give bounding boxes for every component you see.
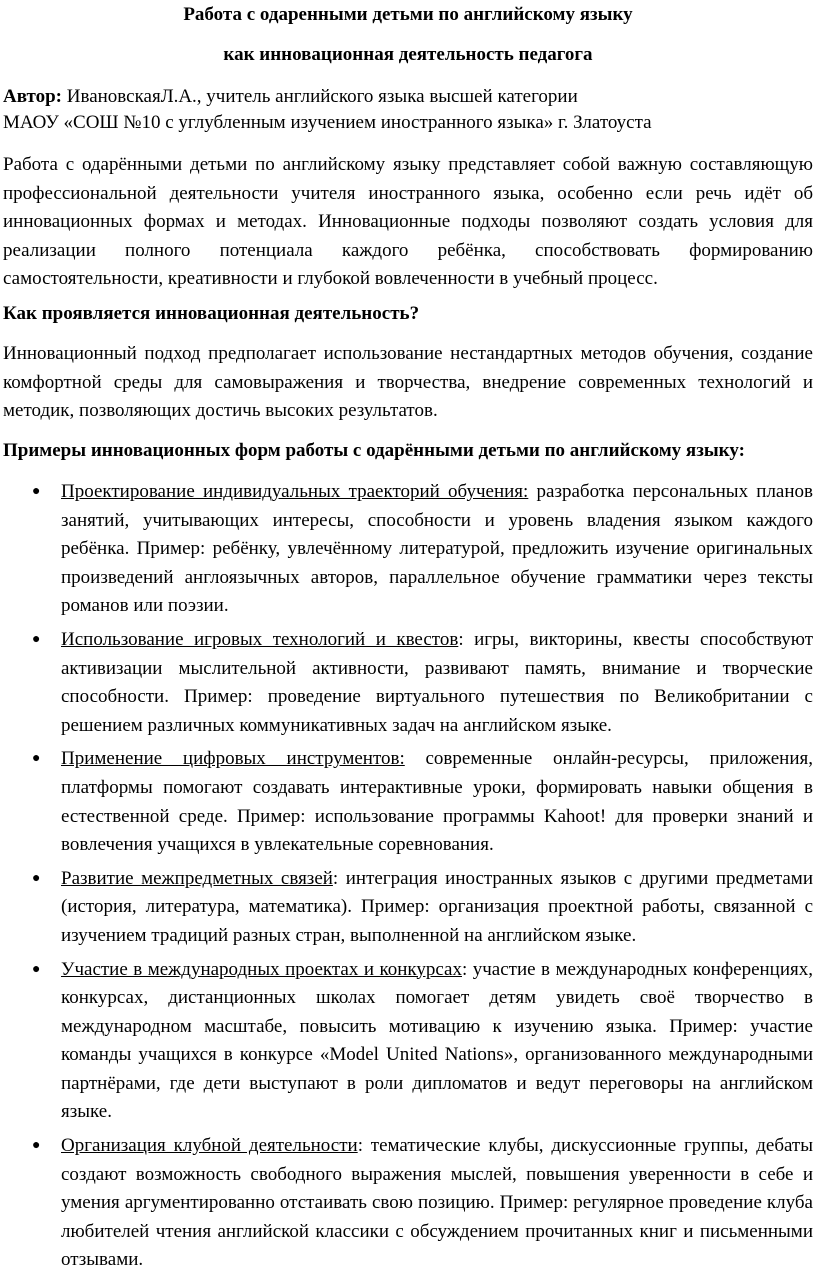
item-text: : интеграция иностранных языков с другими предметами (история, литература, математика). Пример: организация проектной работы, связанной с изучением традиций разных стран, выполненной на английском языке.: [61, 867, 813, 946]
author-name: ИвановскаяЛ.А., учитель английского языка высшей категории: [62, 86, 578, 107]
bullet-icon: ●: [32, 751, 41, 767]
author-school: МАОУ «СОШ №10 с углубленным изучением иностранного языка» г. Златоуста: [3, 112, 652, 133]
section-heading-2: Примеры инновационных форм работы с одарёнными детьми по английскому языку:: [3, 440, 745, 461]
approach-paragraph: Инновационный подход предполагает использование нестандартных методов обучения, создание комфортной среды для самовыражения и творчества, внедрение современных технологий и методик, позволяющих достичь высоких результатов.: [3, 343, 813, 422]
item-text: : игры, викторины, квесты способствуют активизации мыслительной активности, развивают память, внимание и творческие способности. Пример: проведение виртуального путешествия по Великобритании с решением различных коммуникативных задач на английском языке.: [61, 628, 813, 736]
list-item: [0, 626, 816, 740]
list-item: [0, 956, 816, 1128]
item-text: : тематические клубы, дискуссионные группы, дебаты создают возможность свободного выражения мыслей, повышения уверенности в себе и умения аргументированно отстаивать свою позицию. Пример: регулярное проведение клуба любителей чтения английской классики с обсуждением прочитанных книг и письменными отзывами.: [61, 1135, 813, 1271]
bullet-icon: ●: [32, 870, 41, 886]
title-line-2: как инновационная деятельность педагога: [223, 44, 593, 65]
author-line: [3, 84, 813, 110]
author-label: Автор:: [3, 86, 62, 107]
list-item: [0, 865, 816, 951]
item-text: : участие в международных конференциях, конкурсах, дистанционных школах помогает детям увидеть своё творчество в международном масштабе, повысить мотивацию к изучению языка. Пример: участие команды учащихся в конкурсе «Model United Nations», организованного международными партнёрами, где дети выступают в роли дипломатов и ведут переговоры на английском языке.: [61, 958, 813, 1123]
item-term: Организация клубной деятельности: [61, 1135, 358, 1157]
item-term: Развитие межпредметных связей: [61, 867, 333, 889]
title-line-1: Работа с одаренными детьми по английскому языку: [183, 4, 633, 25]
item-text: современные онлайн-ресурсы, приложения, платформы помогают создавать интерактивные уроки, формировать навыки общения в естественной среде. Пример: использование программы Kahoot! для проверки знаний и вовлечения учащихся в увлекательные соревнования.: [61, 748, 813, 856]
item-term: Использование игровых технологий и квестов: [61, 628, 459, 650]
item-term: Участие в международных проектах и конкурсах: [61, 958, 462, 980]
list-item: [0, 478, 816, 621]
list-item: [0, 1132, 816, 1275]
section-heading-1: Как проявляется инновационная деятельность?: [3, 303, 420, 324]
list-item: [0, 745, 816, 859]
bullet-icon: ●: [32, 484, 41, 499]
author-block: [3, 84, 813, 136]
examples-list: [0, 478, 816, 1280]
bullet-icon: ●: [32, 961, 41, 977]
item-term: Проектирование индивидуальных траекторий обучения:: [61, 481, 529, 502]
item-text: разработка персональных планов занятий, учитывающих интересы, способности и уровень владения языком каждого ребёнка. Пример: ребёнку, увлечённому литературой, предложить изучение оригинальных произведений англоязычных авторов, параллельное обучение грамматики через тексты романов или поэзии.: [61, 481, 813, 617]
intro-paragraph: Работа с одарёнными детьми по английскому языку представляет собой важную составляющую профессиональной деятельности учителя иностранного языка, особенно если речь идёт об инновационных формах и методах. Инновационные подходы позволяют создать условия для реализации полного потенциала каждого ребёнка, способствовать формированию самостоятельности, креативности и глубокой вовлеченности в учебный процесс.: [3, 154, 813, 290]
bullet-icon: ●: [32, 1138, 41, 1154]
bullet-icon: ●: [32, 631, 41, 647]
item-term: Применение цифровых инструментов:: [61, 748, 405, 770]
